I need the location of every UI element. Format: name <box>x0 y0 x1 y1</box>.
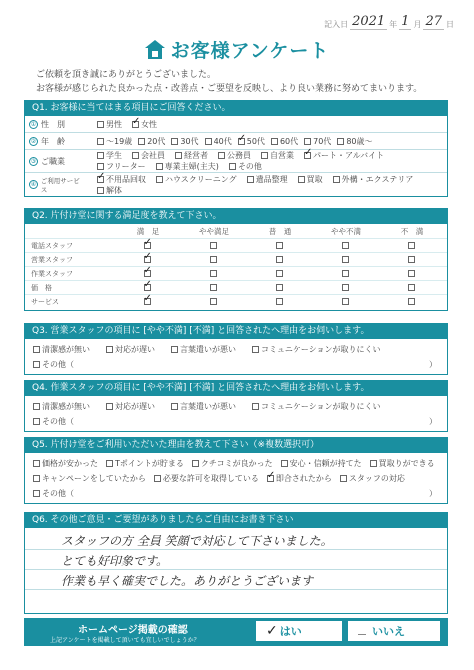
comment-line[interactable] <box>25 590 447 610</box>
checkbox[interactable] <box>171 403 178 410</box>
checkbox[interactable] <box>171 346 178 353</box>
option-label: 対応が遅い <box>115 402 155 411</box>
checkbox[interactable] <box>132 152 139 159</box>
q2-cell <box>313 284 379 291</box>
q2-cell <box>181 284 247 291</box>
q1-option[interactable] <box>229 161 262 172</box>
checkbox[interactable] <box>304 152 311 159</box>
option-label: 30代 <box>180 136 199 146</box>
q1-option[interactable] <box>218 150 251 161</box>
q2-row-label: サービス <box>31 297 59 306</box>
q2-row <box>25 294 447 308</box>
q2-row <box>25 252 447 266</box>
q5-option[interactable] <box>281 458 362 469</box>
q1-row <box>25 173 447 196</box>
q2-cell <box>313 270 379 277</box>
rating-checkbox[interactable] <box>342 242 349 249</box>
q1-option[interactable] <box>97 136 132 147</box>
q1-option[interactable] <box>97 185 122 196</box>
q2-cell <box>115 298 181 305</box>
q1-box <box>24 116 448 197</box>
checkbox[interactable] <box>33 346 40 353</box>
q5-option[interactable] <box>106 458 184 469</box>
rating-checkbox[interactable] <box>144 270 151 277</box>
q2-row-label: 価 格 <box>31 283 52 292</box>
option-label: 買取りができる <box>378 459 435 468</box>
q2-column-header: 不 満 <box>400 226 424 236</box>
checkbox[interactable] <box>333 176 340 183</box>
checkbox[interactable] <box>97 121 104 128</box>
q3-heading: Q3. 営業スタッフの項目に [やや不満] [不満] と回答されたへ理由をお伺いします。 <box>24 323 448 339</box>
number-badge: ① <box>30 120 37 128</box>
consent-subtitle: 上記アンケートを掲載して頂いても宜しいでしょうか？ <box>50 637 200 644</box>
q1-option[interactable] <box>97 174 146 185</box>
q5-other-close: ） <box>429 489 437 498</box>
option-label: 50代 <box>246 136 265 146</box>
q1-option[interactable] <box>132 119 157 130</box>
rating-checkbox[interactable] <box>276 284 283 291</box>
option-label: 即合されたから <box>275 474 332 483</box>
q1-option[interactable] <box>156 174 237 185</box>
checkbox[interactable] <box>97 176 104 183</box>
q4-options <box>25 399 447 414</box>
option-label: 自営業 <box>270 151 294 160</box>
checkbox[interactable] <box>156 176 163 183</box>
checkbox[interactable] <box>33 460 40 467</box>
q2-column-header: 普 通 <box>268 226 292 236</box>
checkbox[interactable] <box>205 138 212 145</box>
number-badge: ③ <box>30 157 37 165</box>
checkbox[interactable] <box>218 152 225 159</box>
option-label: 買取 <box>306 174 323 184</box>
rating-checkbox[interactable] <box>408 270 415 277</box>
q1-options <box>85 150 447 172</box>
q2-cell <box>115 284 181 291</box>
q1-option[interactable] <box>337 136 372 147</box>
option-label: 公務員 <box>227 151 251 160</box>
q4-option[interactable] <box>106 401 155 412</box>
q1-option[interactable] <box>205 136 232 147</box>
rating-checkbox[interactable] <box>408 242 415 249</box>
q2-box <box>24 224 448 311</box>
q3-option[interactable] <box>106 344 155 355</box>
option-label: 対応が遅い <box>115 345 155 354</box>
date-year-unit: 年 <box>389 20 398 29</box>
q1-option[interactable] <box>97 119 122 130</box>
q4-box <box>24 396 448 432</box>
q2-heading: Q2. 片付け堂に関する満足度を教えて下さい。 <box>24 208 448 224</box>
q3-box <box>24 339 448 375</box>
q1-row <box>25 133 447 150</box>
q1-option[interactable] <box>247 174 288 185</box>
q2-cell <box>379 242 445 249</box>
rating-checkbox[interactable] <box>342 284 349 291</box>
q4-other-close: ） <box>429 417 437 426</box>
q2-cell <box>379 284 445 291</box>
q5-options-line2 <box>25 471 447 486</box>
rating-checkbox[interactable] <box>408 284 415 291</box>
q1-option[interactable] <box>238 136 265 147</box>
option-label: コミュニケーションが取りにくい <box>261 402 381 411</box>
q3-other-row <box>25 357 447 372</box>
q1-option[interactable] <box>261 150 294 161</box>
rating-checkbox[interactable] <box>276 242 283 249</box>
checkbox[interactable] <box>171 138 178 145</box>
option-label: クチコミが良かった <box>200 459 273 468</box>
q5-option[interactable] <box>33 473 146 484</box>
q2-cell <box>115 242 181 249</box>
q1-label-text: ご利用サービス <box>40 176 80 194</box>
q2-row-label: 営業スタッフ <box>31 255 73 264</box>
q2-row <box>25 238 447 252</box>
checkbox[interactable] <box>271 138 278 145</box>
option-label: 安心・信頼が持てた <box>289 459 362 468</box>
option-label: ～19歳 <box>106 136 133 146</box>
rating-checkbox[interactable] <box>276 298 283 305</box>
q4-option[interactable] <box>171 401 236 412</box>
number-badge: ② <box>30 137 37 145</box>
q3-other-close: ） <box>429 360 437 369</box>
number-badge: ④ <box>30 181 37 188</box>
q2-cell <box>181 242 247 249</box>
q1-option[interactable] <box>304 150 384 161</box>
rating-checkbox[interactable] <box>408 298 415 305</box>
q5-options-line1 <box>25 456 447 471</box>
q3-options <box>25 342 447 357</box>
checkbox[interactable] <box>33 403 40 410</box>
option-label: 遺品整理 <box>255 174 288 184</box>
date-year[interactable]: 2021 <box>352 14 386 29</box>
option-label: キャンペーンをしていたから <box>42 474 146 483</box>
rating-checkbox[interactable] <box>210 256 217 263</box>
check-mark-icon: ✓ <box>266 623 278 639</box>
q2-cell <box>247 242 313 249</box>
checkbox[interactable] <box>138 138 145 145</box>
q2-column-header: やや満足 <box>199 226 229 236</box>
page-title: お客様アンケート <box>170 40 330 62</box>
date-month-unit: 月 <box>413 20 422 29</box>
checkbox[interactable] <box>132 121 139 128</box>
q2-cell <box>115 270 181 277</box>
consent-yes-label: はい <box>279 625 302 638</box>
q5-option[interactable] <box>370 458 435 469</box>
option-label: その他 <box>237 162 262 171</box>
q1-option[interactable] <box>333 174 414 185</box>
q1-row-label <box>29 176 85 194</box>
q5-box <box>24 453 448 504</box>
q1-options <box>85 136 379 147</box>
rating-checkbox[interactable] <box>342 298 349 305</box>
entry-date <box>324 14 454 30</box>
checkbox[interactable] <box>261 152 268 159</box>
option-label: 男性 <box>106 119 122 129</box>
q2-cell <box>379 298 445 305</box>
rating-checkbox[interactable] <box>342 270 349 277</box>
option-label: 外構・エクステリア <box>341 174 414 184</box>
q4-heading: Q4. 作業スタッフの項目に [やや不満] [不満] と回答されたへ理由をお伺いします。 <box>24 380 448 396</box>
rating-checkbox[interactable] <box>408 256 415 263</box>
q2-cell <box>181 256 247 263</box>
q3-option[interactable] <box>33 344 90 355</box>
option-label: 必要な許可を取得している <box>162 474 259 483</box>
q5-option[interactable] <box>33 458 98 469</box>
q3-option[interactable] <box>171 344 236 355</box>
q2-row-label: 電話スタッフ <box>31 241 73 250</box>
q1-options <box>85 174 447 196</box>
checkbox[interactable] <box>97 152 104 159</box>
q2-row <box>25 266 447 280</box>
rating-checkbox[interactable] <box>210 242 217 249</box>
consent-no-label: いいえ <box>372 625 405 638</box>
q2-cell <box>181 298 247 305</box>
q3-option[interactable] <box>252 344 381 355</box>
option-label: スタッフの対応 <box>348 474 405 483</box>
consent-yes-option[interactable] <box>256 621 342 641</box>
option-label: 不用品回収 <box>106 174 146 184</box>
q1-row <box>25 150 447 173</box>
option-label: 40代 <box>213 136 232 146</box>
checkbox[interactable] <box>340 475 347 482</box>
checkbox[interactable] <box>252 403 259 410</box>
q1-row-label <box>29 119 85 130</box>
option-label: 清潔感が無い <box>42 402 90 411</box>
checkbox[interactable] <box>337 138 344 145</box>
q1-option[interactable] <box>175 150 208 161</box>
checkbox[interactable] <box>106 460 113 467</box>
homepage-consent-bar <box>24 618 448 646</box>
rating-checkbox[interactable] <box>210 298 217 305</box>
checkbox[interactable] <box>33 475 40 482</box>
q1-row-label <box>29 156 85 167</box>
q2-cell <box>181 270 247 277</box>
q5-other-label: その他（ <box>42 489 74 498</box>
q2-cell <box>313 242 379 249</box>
q5-other-checkbox[interactable] <box>33 490 40 497</box>
q2-cell <box>247 284 313 291</box>
q4-option[interactable] <box>33 401 90 412</box>
q5-other-row <box>25 486 447 501</box>
option-label: 学生 <box>106 151 122 160</box>
q2-row-label: 作業スタッフ <box>31 269 73 278</box>
option-label: 価格が安かった <box>42 459 98 468</box>
q2-cell <box>247 270 313 277</box>
q6-box <box>24 528 448 614</box>
checkbox[interactable] <box>238 138 245 145</box>
date-label: 記入日 <box>324 20 349 29</box>
checkbox[interactable] <box>106 403 113 410</box>
house-logo-icon <box>145 40 165 60</box>
option-label: 60代 <box>279 136 299 146</box>
title-row <box>0 36 474 63</box>
q2-cell <box>379 270 445 277</box>
q5-option[interactable] <box>267 473 332 484</box>
q5-option[interactable] <box>192 458 273 469</box>
option-label: ハウスクリーニング <box>165 174 237 184</box>
rating-checkbox[interactable] <box>144 242 151 249</box>
q2-cell <box>379 256 445 263</box>
checkbox[interactable] <box>154 475 161 482</box>
q1-option[interactable] <box>271 136 298 147</box>
comment-line[interactable]: 作業も早く確実でした。ありがとうございます <box>25 570 447 590</box>
consent-no-option[interactable] <box>348 621 440 641</box>
q1-option[interactable] <box>156 161 219 172</box>
intro-text <box>36 68 422 96</box>
checkbox[interactable] <box>192 460 199 467</box>
rating-checkbox[interactable] <box>210 270 217 277</box>
option-label: 専業主婦(主夫) <box>164 162 219 171</box>
option-label: 解体 <box>106 185 122 195</box>
option-label: パート・アルバイト <box>313 151 385 160</box>
q1-row <box>25 116 447 133</box>
checkbox[interactable] <box>304 138 311 145</box>
checkbox[interactable] <box>298 176 305 183</box>
q1-option[interactable] <box>171 136 198 147</box>
q4-other-checkbox[interactable] <box>33 418 40 425</box>
q2-cell <box>313 256 379 263</box>
option-label: 20代 <box>147 136 166 146</box>
q5-option[interactable] <box>340 473 405 484</box>
option-label: 70代 <box>313 136 332 146</box>
comment-line[interactable]: スタッフの方 全員 笑顔で対応して下さいました。 <box>25 530 447 550</box>
q1-option[interactable] <box>304 136 331 147</box>
q2-column-header: 満 足 <box>136 226 160 236</box>
option-label: 女性 <box>141 119 157 129</box>
q5-heading: Q5. 片付け堂をご利用いただいた理由を教えて下さい（※複数選択可） <box>24 437 448 453</box>
q1-row-label <box>29 136 85 147</box>
rating-checkbox[interactable] <box>276 256 283 263</box>
option-label: 会社員 <box>141 151 165 160</box>
date-month[interactable]: 1 <box>401 14 410 29</box>
checkbox[interactable] <box>175 152 182 159</box>
q2-cell <box>115 256 181 263</box>
q1-label-text: 年 齢 <box>41 136 65 146</box>
checkbox[interactable] <box>252 346 259 353</box>
rating-checkbox[interactable] <box>342 256 349 263</box>
checkbox[interactable] <box>247 176 254 183</box>
q2-cell <box>247 256 313 263</box>
q5-option[interactable] <box>154 473 259 484</box>
q4-other-row <box>25 414 447 429</box>
option-label: 80歳～ <box>346 136 373 146</box>
q3-other-label: その他（ <box>42 360 74 369</box>
option-label: コミュニケーションが取りにくい <box>261 345 381 354</box>
q2-header-row <box>25 224 447 238</box>
rating-checkbox[interactable] <box>144 256 151 263</box>
intro-line: お客様が感じられた良かった点・改善点・ご要望を反映し、より良い業務に努めてまいります。 <box>36 84 423 94</box>
q1-heading: Q1. お客様に当てはまる項目にご回答ください。 <box>24 100 448 116</box>
option-label: Tポイントが貯まる <box>115 459 184 468</box>
checkbox[interactable] <box>281 460 288 467</box>
checkbox[interactable] <box>156 163 163 170</box>
q4-other-label: その他（ <box>42 417 74 426</box>
empty-box-icon <box>358 627 366 635</box>
rating-checkbox[interactable] <box>276 270 283 277</box>
q1-label-text: 性 別 <box>41 119 65 129</box>
q2-cell <box>247 298 313 305</box>
q1-label-text: ご職業 <box>41 156 65 166</box>
checkbox[interactable] <box>267 475 274 482</box>
option-label: フリーター <box>106 162 146 171</box>
rating-checkbox[interactable] <box>144 298 151 305</box>
checkbox[interactable] <box>97 138 104 145</box>
q1-option[interactable] <box>132 150 165 161</box>
q1-option[interactable] <box>298 174 323 185</box>
q2-row <box>25 280 447 294</box>
checkbox[interactable] <box>106 346 113 353</box>
checkbox[interactable] <box>229 163 236 170</box>
comment-line[interactable]: とても好印象です。 <box>25 550 447 570</box>
rating-checkbox[interactable] <box>144 284 151 291</box>
q2-cell <box>313 298 379 305</box>
q1-options <box>85 119 167 130</box>
q4-option[interactable] <box>252 401 381 412</box>
q3-other-checkbox[interactable] <box>33 361 40 368</box>
rating-checkbox[interactable] <box>210 284 217 291</box>
option-label: 言葉遣いが悪い <box>180 402 236 411</box>
intro-line: ご依頼を頂き誠にありがとうございました。 <box>36 70 217 80</box>
q1-option[interactable] <box>97 150 122 161</box>
option-label: 清潔感が無い <box>42 345 90 354</box>
q2-column-header: やや不満 <box>331 226 361 236</box>
date-day-unit: 日 <box>446 20 454 29</box>
date-day[interactable]: 27 <box>425 14 442 29</box>
consent-title: ホームページ掲載の確認 <box>78 625 188 636</box>
option-label: 経営者 <box>184 151 208 160</box>
checkbox[interactable] <box>370 460 377 467</box>
option-label: 言葉遣いが悪い <box>180 345 236 354</box>
checkbox[interactable] <box>97 187 104 194</box>
q1-option[interactable] <box>138 136 165 147</box>
checkbox[interactable] <box>97 163 104 170</box>
q6-heading: Q6. その他ご意見・ご要望がありましたらご自由にお書き下さい <box>24 512 448 528</box>
